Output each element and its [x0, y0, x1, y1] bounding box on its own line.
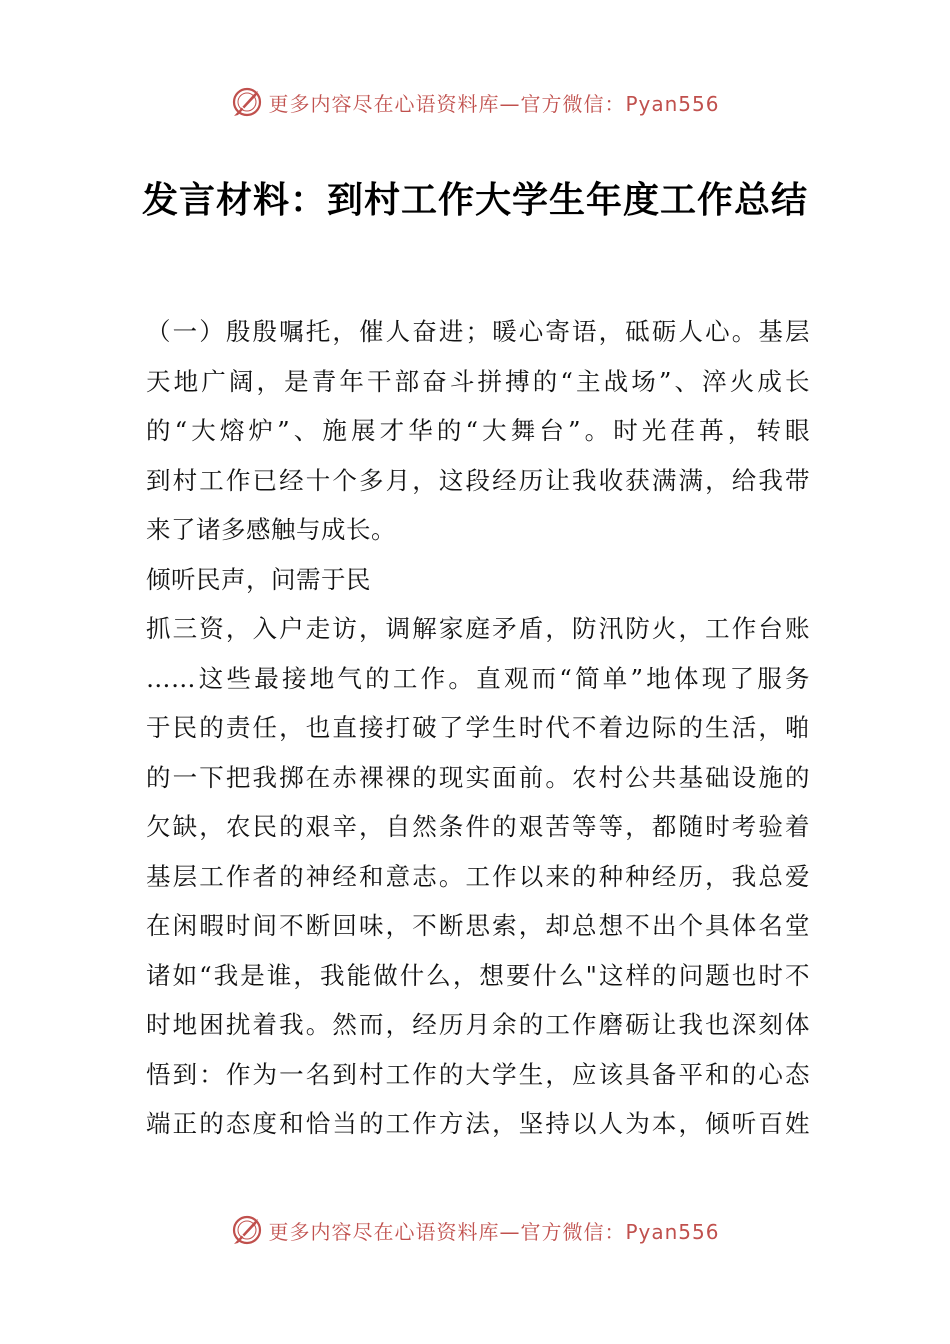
body-line: 欠缺，农民的艰辛，自然条件的艰苦等等，都随时考验着: [146, 812, 810, 841]
header-banner: [0, 82, 950, 122]
section-heading: 倾听民声，问需于民: [146, 564, 371, 594]
quill-pen-seal-icon: [230, 85, 264, 119]
body-line: 的一下把我掷在赤裸裸的现实面前。农村公共基础设施的: [146, 762, 810, 792]
body-line: （一）殷殷嘱托，催人奋进；暖心寄语，砥砺人心。基层: [146, 317, 810, 346]
document-body: [146, 307, 810, 1149]
body-line: 抓三资，入户走访，调解家庭矛盾，防汛防火，工作台账: [146, 614, 810, 643]
body-line: 时地困扰着我。然而，经历月余的工作磨砺让我也深刻体: [146, 1010, 810, 1039]
body-line: 的“大熔炉”、施展才华的“大舞台”。时光荏苒，转眼: [146, 416, 810, 445]
body-line: 悟到：作为一名到村工作的大学生，应该具备平和的心态: [146, 1059, 810, 1089]
footer-banner: [0, 1210, 950, 1250]
quill-pen-seal-icon: [230, 1213, 264, 1247]
footer-banner-text: 更多内容尽在心语资料库—官方微信：Pyan556: [268, 1219, 720, 1244]
body-line: 到村工作已经十个多月，这段经历让我收获满满，给我带: [146, 465, 810, 495]
body-line: 端正的态度和恰当的工作方法，坚持以人为本，倾听百姓: [146, 1109, 810, 1138]
header-banner-text: 更多内容尽在心语资料库—官方微信：Pyan556: [268, 91, 720, 116]
document-title: 发言材料：到村工作大学生年度工作总结: [141, 180, 808, 221]
body-line: 来了诸多感触与成长。: [146, 515, 396, 544]
body-line: 诸如“我是谁，我能做什么，想要什么"这样的问题也时不: [146, 960, 810, 990]
body-line: ……这些最接地气的工作。直观而“简单”地体现了服务: [146, 663, 810, 693]
body-line: 天地广阔，是青年干部奋斗拼搏的“主战场”、淬火成长: [146, 366, 810, 396]
body-line: 基层工作者的神经和意志。工作以来的种种经历，我总爱: [146, 861, 810, 891]
body-line: 于民的责任，也直接打破了学生时代不着边际的生活，啪: [146, 713, 810, 742]
body-line: 在闲暇时间不断回味，不断思索，却总想不出个具体名堂: [146, 911, 810, 940]
